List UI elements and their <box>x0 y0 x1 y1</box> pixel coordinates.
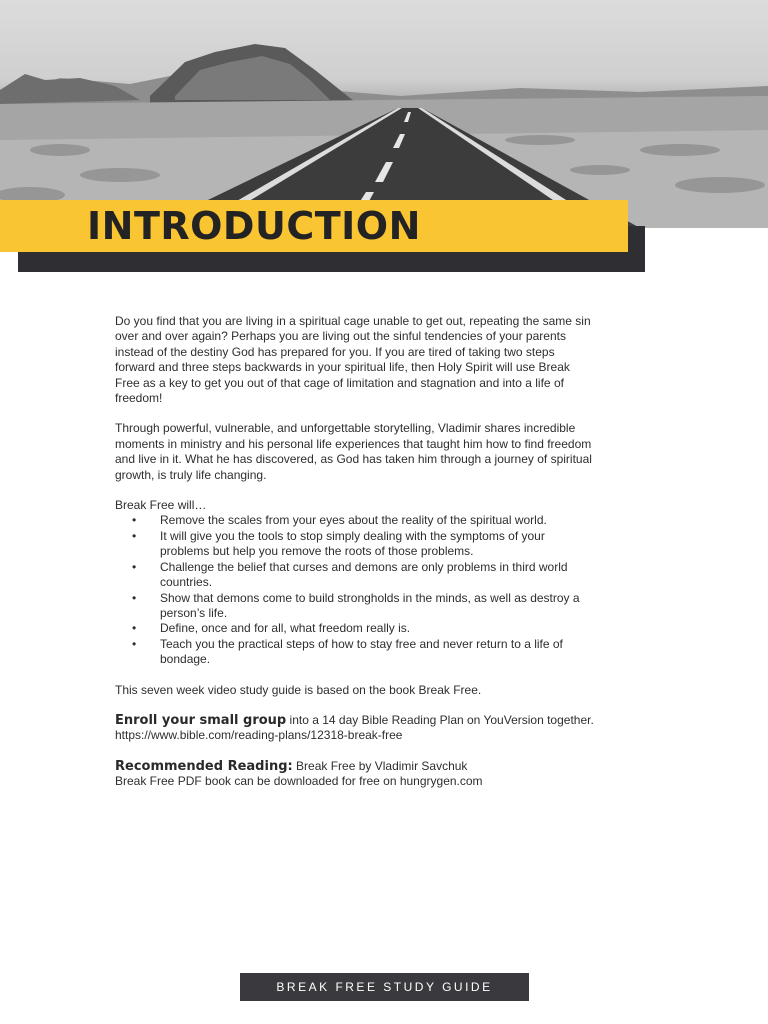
enroll-heading: Enroll your small group <box>115 712 287 728</box>
recommended-heading: Recommended Reading: <box>115 758 293 774</box>
page-title: INTRODUCTION <box>87 204 421 248</box>
list-item: • Show that demons come to build strongholds in the minds, as well as destroy a person’s life. <box>132 590 580 620</box>
list-item: • Teach you the practical steps of how to stay free and never return to a life of bondage. <box>132 636 563 667</box>
study-guide-note: This seven week video study guide is based on the book Break Free. <box>115 682 482 697</box>
intro-paragraph: Do you find that you are living in a spiritual cage unable to get out, repeating the same sin over and over again? Perhaps you are living out the sinful tendencies of your parents instead of the destiny God has prepared for you. If you are tired of taking two steps forward and three steps backwards in your spiritual life, then Holy Spirit will use Break Free as a key to get you out of that cage of limitation and stagnation and into a life of freedom! <box>115 314 591 406</box>
list-item: • It will give you the tools to stop simply dealing with the symptoms of your problems but help you remove the roots of those problems. <box>132 528 545 559</box>
bullet-glyph: • <box>132 528 137 543</box>
list-item: • Define, once and for all, what freedom really is. <box>132 621 411 636</box>
bullet-glyph: • <box>132 590 137 605</box>
download-note: Break Free PDF book can be downloaded for free on hungrygen.com <box>115 774 483 789</box>
list-item: • Remove the scales from your eyes about the reality of the spiritual world. <box>132 513 547 528</box>
benefits-list <box>115 513 595 667</box>
bullet-glyph: • <box>132 636 137 651</box>
recommended-book: Break Free by Vladimir Savchuk <box>292 758 468 773</box>
bullet-glyph: • <box>132 621 137 636</box>
storytelling-paragraph: Through powerful, vulnerable, and unforgettable storytelling, Vladimir shares incredible moments in ministry and his personal life experiences that taught him how to find freedom and live in it. What he has discovered, as God has taken him through a journey of spiritual growth, is truly life changing. <box>115 421 592 482</box>
recommended-paragraph <box>115 759 595 790</box>
bullet-glyph: • <box>132 559 137 574</box>
footer-label: BREAK FREE STUDY GUIDE <box>240 973 529 1001</box>
list-item: • Challenge the belief that curses and demons are only problems in third world countries. <box>132 559 568 590</box>
enroll-paragraph <box>115 713 595 744</box>
reading-plan-link[interactable]: https://www.bible.com/reading-plans/12318-break-free <box>115 728 403 743</box>
header-photo-road-desert <box>0 0 768 228</box>
main-content <box>115 314 595 805</box>
bullet-glyph: • <box>132 513 137 528</box>
list-intro: Break Free will… <box>115 498 207 513</box>
enroll-text: into a 14 day Bible Reading Plan on YouVersion together. <box>286 712 594 727</box>
